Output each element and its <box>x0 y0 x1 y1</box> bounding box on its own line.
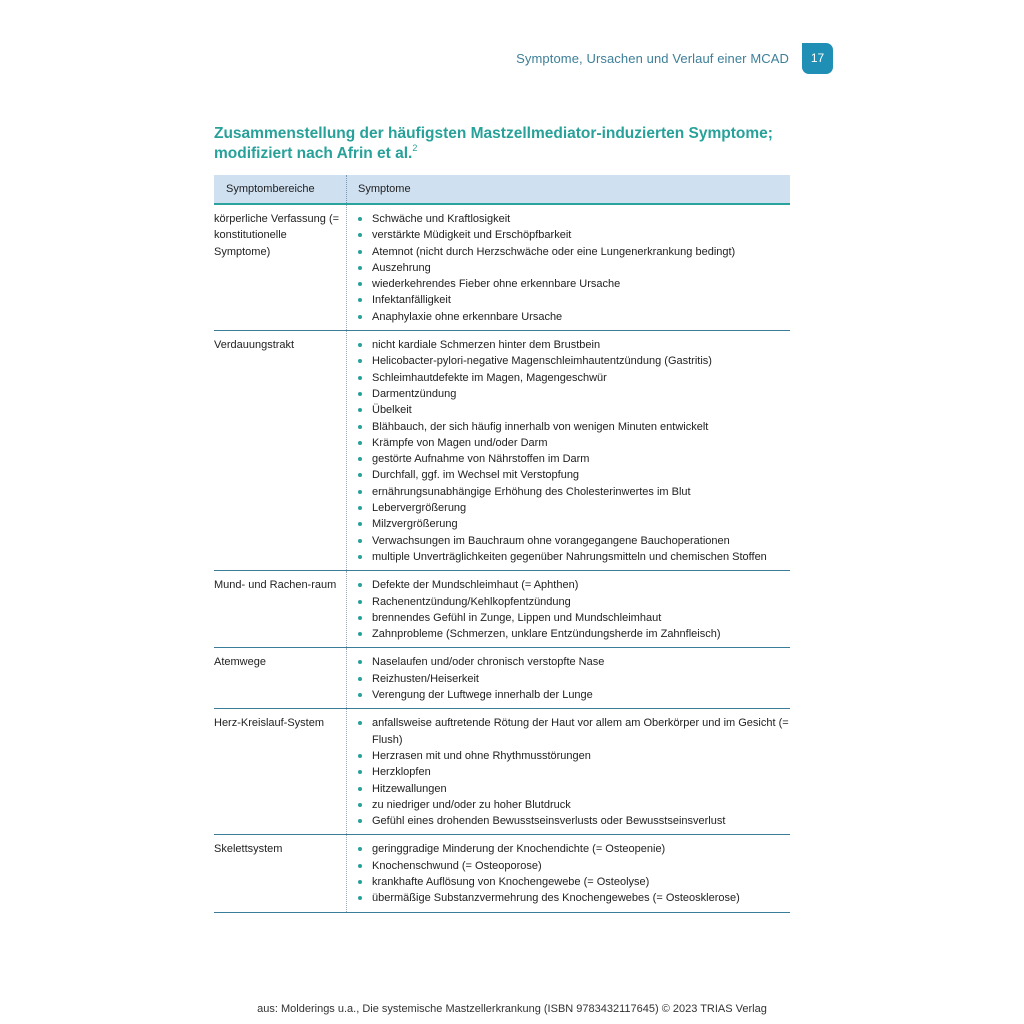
table-row <box>214 571 790 648</box>
symptom-list <box>358 841 790 906</box>
header-symptoms: Symptome <box>346 175 790 203</box>
symptom-list-item: Blähbauch, der sich häufig innerhalb von wenigen Minuten entwickelt <box>358 419 790 435</box>
symptom-list-item: brennendes Gefühl in Zunge, Lippen und Mundschleimhaut <box>358 610 790 626</box>
symptom-list-item: krankhafte Auflösung von Knochengewebe (= Osteolyse) <box>358 874 790 890</box>
symptom-list-item: Zahnprobleme (Schmerzen, unklare Entzündungsherde im Zahnfleisch) <box>358 626 790 642</box>
running-header <box>516 42 833 74</box>
symptom-list-item: Durchfall, ggf. im Wechsel mit Verstopfung <box>358 467 790 483</box>
symptom-list-item: nicht kardiale Schmerzen hinter dem Brustbein <box>358 337 790 353</box>
symptom-list-item: Atemnot (nicht durch Herzschwäche oder eine Lungenerkrankung bedingt) <box>358 244 790 260</box>
symptoms-cell <box>346 648 790 708</box>
symptoms-cell <box>346 571 790 647</box>
symptoms-cell <box>346 709 790 834</box>
table-row <box>214 709 790 835</box>
symptom-list-item: Darmentzündung <box>358 386 790 402</box>
symptom-list-item: zu niedriger und/oder zu hoher Blutdruck <box>358 797 790 813</box>
symptom-list-item: übermäßige Substanzvermehrung des Knochengewebes (= Osteosklerose) <box>358 890 790 906</box>
symptoms-cell <box>346 205 790 330</box>
symptom-list-item: ernährungsunabhängige Erhöhung des Cholesterinwertes im Blut <box>358 484 790 500</box>
symptom-list-item: Hitzewallungen <box>358 781 790 797</box>
table-row <box>214 205 790 331</box>
table-row <box>214 331 790 571</box>
symptom-area-cell: körperliche Verfassung (= konstitutionelle Symptome) <box>214 213 340 258</box>
symptom-table <box>214 175 790 913</box>
symptom-list-item: Herzrasen mit und ohne Rhythmusstörungen <box>358 748 790 764</box>
symptom-area-cell: Verdauungstrakt <box>214 339 295 352</box>
table-row <box>214 835 790 912</box>
symptoms-cell <box>346 331 790 570</box>
symptom-list-item: Schwäche und Kraftlosigkeit <box>358 211 790 227</box>
symptom-list-item: Infektanfälligkeit <box>358 292 790 308</box>
symptom-list-item: verstärkte Müdigkeit und Erschöpfbarkeit <box>358 227 790 243</box>
symptom-list-item: Helicobacter-pylori-negative Magenschleimhautentzündung (Gastritis) <box>358 353 790 369</box>
table-body <box>214 205 790 913</box>
symptom-list-item: gestörte Aufnahme von Nährstoffen im Darm <box>358 451 790 467</box>
symptom-area-cell: Skelettsystem <box>214 843 283 856</box>
table-row <box>214 648 790 709</box>
symptoms-cell <box>346 835 790 911</box>
symptom-list-item: multiple Unverträglichkeiten gegenüber Nahrungsmitteln und chemischen Stoffen <box>358 549 790 565</box>
symptom-list-item: Lebervergrößerung <box>358 500 790 516</box>
symptom-list-item: geringgradige Minderung der Knochendichte (= Osteopenie) <box>358 841 790 857</box>
symptom-area-cell: Mund- und Rachen-raum <box>214 579 337 592</box>
running-header-title: Symptome, Ursachen und Verlauf einer MCAD <box>516 50 789 66</box>
page-number: 17 <box>802 43 833 74</box>
symptom-area-cell: Atemwege <box>214 656 266 669</box>
symptom-list-item: Verengung der Luftwege innerhalb der Lunge <box>358 687 790 703</box>
header-symptom-areas: Symptombereiche <box>226 183 315 195</box>
source-footer-text: aus: Molderings u.a., Die systemische Mastzellerkrankung (ISBN 9783432117645) © 2023 TRIAS Verlag <box>257 1003 767 1015</box>
symptom-list-item: Naselaufen und/oder chronisch verstopfte Nase <box>358 654 790 670</box>
symptom-list <box>358 211 790 325</box>
symptom-list-item: Auszehrung <box>358 260 790 276</box>
symptom-list <box>358 715 790 829</box>
symptom-list-item: Schleimhautdefekte im Magen, Magengeschwür <box>358 370 790 386</box>
symptom-list <box>358 337 790 565</box>
symptom-list-item: Herzklopfen <box>358 764 790 780</box>
symptom-list-item: wiederkehrendes Fieber ohne erkennbare Ursache <box>358 276 790 292</box>
table-header-row <box>214 175 790 205</box>
symptom-list-item: Krämpfe von Magen und/oder Darm <box>358 435 790 451</box>
symptom-list-item: anfallsweise auftretende Rötung der Haut vor allem am Oberkörper und im Gesicht (= Flush) <box>358 715 790 748</box>
symptom-list-item: Milzvergrößerung <box>358 516 790 532</box>
symptom-list-item: Verwachsungen im Bauchraum ohne vorangegangene Bauchoperationen <box>358 533 790 549</box>
symptom-list-item: Übelkeit <box>358 402 790 418</box>
table-title <box>214 124 794 164</box>
source-footer <box>0 1003 1024 1015</box>
symptom-list-item: Anaphylaxie ohne erkennbare Ursache <box>358 309 790 325</box>
symptom-list-item: Rachenentzündung/Kehlkopfentzündung <box>358 594 790 610</box>
symptom-list-item: Knochenschwund (= Osteoporose) <box>358 858 790 874</box>
symptom-list-item: Reizhusten/Heiserkeit <box>358 671 790 687</box>
symptom-list <box>358 654 790 703</box>
symptom-area-cell: Herz-Kreislauf-System <box>214 717 325 730</box>
symptom-list <box>358 577 790 642</box>
table-title-text: Zusammenstellung der häufigsten Mastzellmediator-induzierten Symptome; modifiziert nach Afrin et al. <box>214 125 773 162</box>
footnote-reference: 2 <box>412 143 418 153</box>
symptom-list-item: Gefühl eines drohenden Bewusstseinsverlusts oder Bewusstseinsverlust <box>358 813 790 829</box>
symptom-list-item: Defekte der Mundschleimhaut (= Aphthen) <box>358 577 790 593</box>
